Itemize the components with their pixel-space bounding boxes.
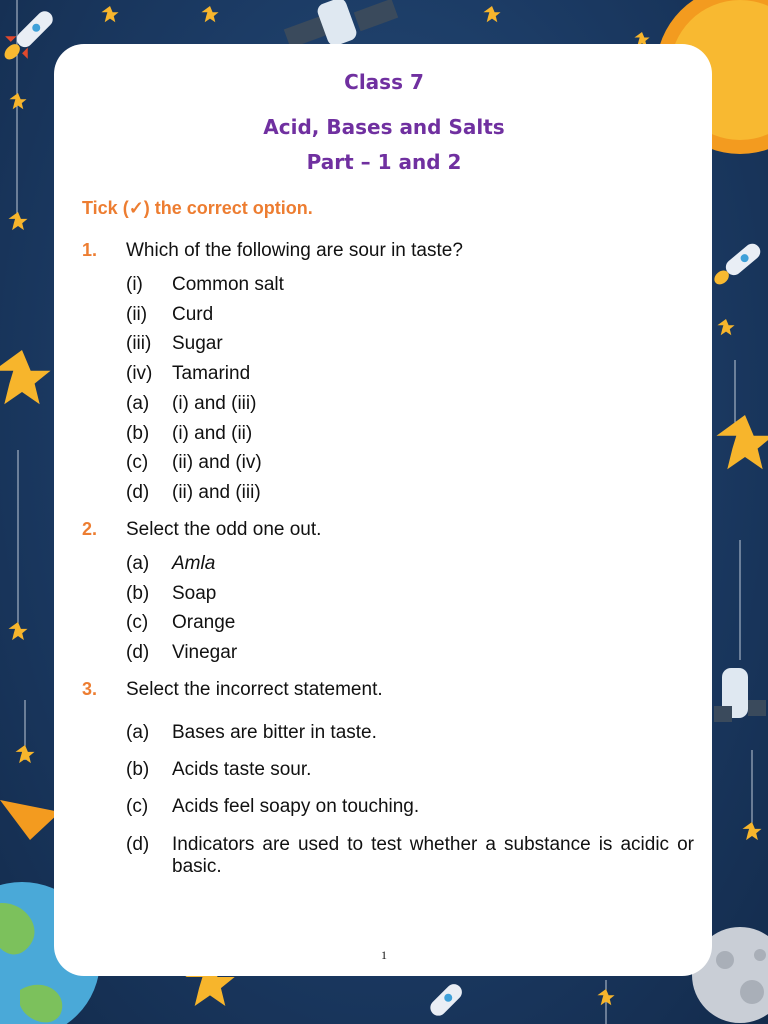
option-text[interactable]: (ii) and (iii) bbox=[172, 482, 261, 503]
item-label: (ii) bbox=[126, 304, 148, 325]
option-label: (c) bbox=[126, 796, 149, 817]
option-text[interactable]: Indicators are used to test whether a substance is acidic or basic. bbox=[172, 834, 694, 877]
chapter-title: Acid, Bases and Salts bbox=[263, 115, 505, 139]
page-number: 1 bbox=[381, 948, 387, 962]
option-text[interactable]: (i) and (ii) bbox=[172, 423, 253, 444]
option-label: (d) bbox=[126, 642, 150, 663]
option-text[interactable]: Acids feel soapy on touching. bbox=[172, 796, 420, 817]
option-label: (b) bbox=[126, 583, 150, 604]
item-label: (iii) bbox=[126, 333, 152, 354]
question-number: 1. bbox=[82, 240, 98, 260]
item-text: Sugar bbox=[172, 333, 223, 354]
option-label: (d) bbox=[126, 482, 150, 503]
option-label: (b) bbox=[126, 759, 150, 780]
satellite-icon bbox=[714, 668, 766, 722]
option-text[interactable]: Bases are bitter in taste. bbox=[172, 722, 377, 743]
item-text: Curd bbox=[172, 304, 214, 325]
rocket-icon bbox=[0, 2, 62, 69]
option-label: (c) bbox=[126, 452, 149, 473]
part-label: Part – 1 and 2 bbox=[306, 150, 462, 174]
option-text[interactable]: Acids taste sour. bbox=[172, 759, 312, 780]
option-text[interactable]: (ii) and (iv) bbox=[172, 452, 262, 473]
option-text[interactable]: (i) and (iii) bbox=[172, 393, 257, 414]
option-text[interactable]: Vinegar bbox=[172, 642, 238, 663]
option-text[interactable]: Amla bbox=[172, 553, 216, 574]
rocket-icon bbox=[710, 240, 763, 288]
comet-icon bbox=[0, 800, 60, 840]
option-label: (c) bbox=[126, 612, 149, 633]
option-label: (a) bbox=[126, 553, 150, 574]
item-label: (i) bbox=[126, 274, 143, 295]
item-label: (iv) bbox=[126, 363, 153, 384]
option-text[interactable]: Soap bbox=[172, 583, 217, 604]
option-label: (a) bbox=[126, 393, 150, 414]
option-label: (a) bbox=[126, 722, 150, 743]
class-label: Class 7 bbox=[344, 70, 424, 94]
question-text: Which of the following are sour in taste? bbox=[126, 240, 463, 261]
question-number: 3. bbox=[82, 679, 98, 699]
option-label: (b) bbox=[126, 423, 150, 444]
option-text[interactable]: Orange bbox=[172, 612, 236, 633]
question-text: Select the incorrect statement. bbox=[126, 679, 383, 700]
item-text: Tamarind bbox=[172, 363, 251, 384]
question-text: Select the odd one out. bbox=[126, 519, 322, 540]
question-number: 2. bbox=[82, 519, 98, 539]
satellite-icon bbox=[284, 0, 398, 48]
instruction-text: Tick (✓) the correct option. bbox=[82, 198, 313, 218]
option-label: (d) bbox=[126, 834, 150, 855]
item-text: Common salt bbox=[172, 274, 284, 295]
rocket-icon bbox=[427, 981, 465, 1019]
